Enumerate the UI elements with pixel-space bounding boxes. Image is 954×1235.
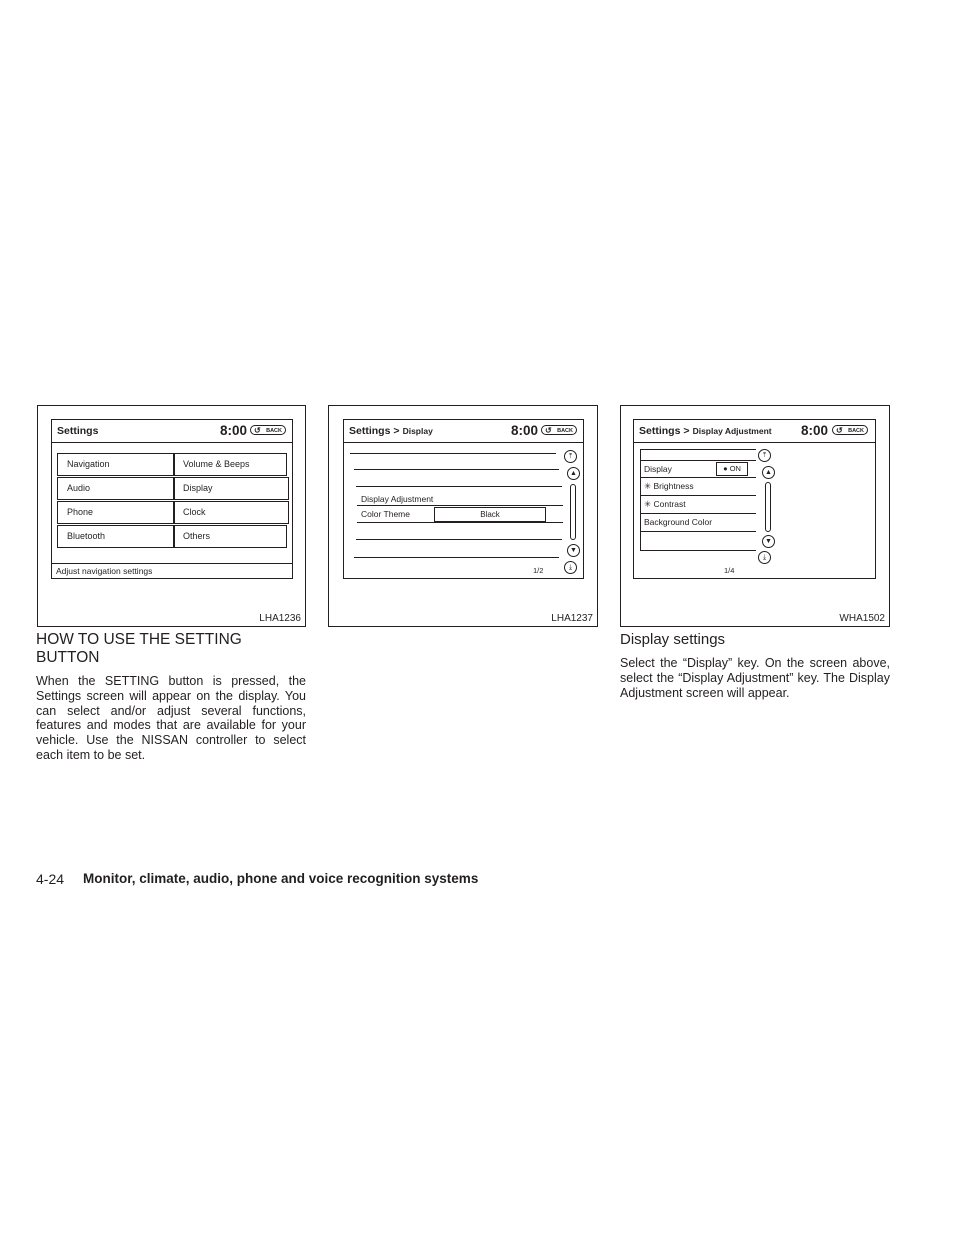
section-heading: Display settings	[620, 631, 726, 648]
title-text: Settings	[639, 425, 681, 437]
section-heading: HOW TO USE THE SETTING BUTTON	[36, 631, 242, 666]
back-label: BACK	[848, 428, 864, 434]
list-row[interactable]	[640, 532, 756, 551]
page-number: 4-24	[36, 871, 65, 887]
list-row[interactable]	[356, 523, 562, 540]
title-text: Settings	[349, 425, 391, 437]
background-color-row[interactable]: Background Color	[640, 514, 756, 532]
breadcrumb-separator: >	[683, 425, 690, 437]
display-screen	[343, 419, 584, 579]
menu-item-clock[interactable]: Clock	[173, 501, 289, 524]
brightness-label: Brightness	[653, 481, 694, 491]
clock: 8:00	[220, 423, 248, 438]
figure-display-menu	[328, 405, 598, 627]
breadcrumb-subtitle: Display Adjustment	[692, 426, 772, 436]
menu-item-navigation[interactable]: Navigation	[57, 453, 175, 476]
back-label: BACK	[266, 428, 282, 434]
brightness-row[interactable]	[640, 478, 756, 496]
menu-item-audio[interactable]: Audio	[57, 477, 175, 500]
figure-code: LHA1236	[259, 613, 301, 624]
contrast-row[interactable]	[640, 496, 756, 514]
page-indicator: 1/4	[724, 566, 735, 575]
back-arrow-icon: ↺	[254, 426, 261, 435]
list-top-border	[640, 449, 756, 450]
display-adjustment-screen	[633, 419, 876, 579]
screen-title	[639, 425, 772, 437]
screen-title	[349, 425, 433, 437]
breadcrumb-separator: >	[393, 425, 400, 437]
screen-title: Settings	[57, 425, 99, 437]
clock: 8:00	[801, 423, 829, 438]
color-theme-label: Color Theme	[361, 509, 410, 519]
display-adjustment-row[interactable]: Display Adjustment	[357, 487, 563, 506]
chapter-title: Monitor, climate, audio, phone and voice recognition systems	[83, 871, 479, 886]
scroll-down-icon[interactable]: ▼	[762, 535, 775, 548]
scrollbar[interactable]	[570, 484, 576, 540]
figure-code: LHA1237	[551, 613, 593, 624]
scroll-up-icon[interactable]: ▲	[762, 466, 775, 479]
display-toggle[interactable]	[716, 462, 748, 476]
page-down-icon[interactable]: ⤓	[758, 551, 771, 564]
color-theme-row[interactable]	[357, 506, 563, 523]
toggle-label: ON	[729, 464, 741, 473]
figure-settings-menu	[37, 405, 306, 627]
menu-item-phone[interactable]: Phone	[57, 501, 175, 524]
back-label: BACK	[557, 428, 573, 434]
screen-header	[52, 420, 292, 443]
scrollbar[interactable]	[765, 482, 771, 532]
page-indicator: 1/2	[533, 566, 544, 575]
list-row[interactable]	[356, 470, 562, 487]
page-up-icon[interactable]: ⤒	[758, 449, 771, 462]
status-bar: Adjust navigation settings	[52, 563, 292, 578]
screen-header	[634, 420, 875, 443]
back-button[interactable]	[250, 425, 286, 435]
clock: 8:00	[511, 423, 539, 438]
page-down-icon[interactable]: ⤓	[564, 561, 577, 574]
menu-item-bluetooth[interactable]: Bluetooth	[57, 525, 175, 548]
figure-display-adjustment	[620, 405, 890, 627]
contrast-icon: ✳	[644, 499, 652, 509]
brightness-icon: ✳	[644, 481, 652, 491]
section-body: When the SETTING button is pressed, the Settings screen will appear on the display. You can select and/or adjust several functions, features and modes that are available for your vehicle. Use the NISSAN controller to select each item to be set.	[36, 674, 306, 762]
menu-item-others[interactable]: Others	[173, 525, 287, 548]
list-left-border	[640, 449, 641, 550]
list-row[interactable]	[354, 453, 559, 470]
list-bottom-border	[354, 557, 559, 558]
menu-item-display[interactable]: Display	[173, 477, 289, 500]
back-arrow-icon: ↺	[836, 426, 843, 435]
color-theme-value[interactable]: Black	[434, 507, 546, 522]
display-label: Display	[644, 464, 672, 474]
back-arrow-icon: ↺	[545, 426, 552, 435]
back-button[interactable]	[832, 425, 868, 435]
figure-code: WHA1502	[839, 613, 885, 624]
menu-item-volume-beeps[interactable]: Volume & Beeps	[173, 453, 287, 476]
display-row[interactable]	[640, 460, 756, 478]
scroll-up-icon[interactable]: ▲	[567, 467, 580, 480]
breadcrumb-subtitle: Display	[402, 426, 433, 436]
page-up-icon[interactable]: ⤒	[564, 450, 577, 463]
scroll-down-icon[interactable]: ▼	[567, 544, 580, 557]
back-button[interactable]	[541, 425, 577, 435]
screen-header	[344, 420, 583, 443]
settings-screen	[51, 419, 293, 579]
indicator-dot-icon: ●	[723, 464, 728, 473]
contrast-label: Contrast	[653, 499, 686, 509]
section-body: Select the “Display” key. On the screen above, select the “Display Adjustment” key. The Display Adjustment screen will appear.	[620, 656, 890, 700]
